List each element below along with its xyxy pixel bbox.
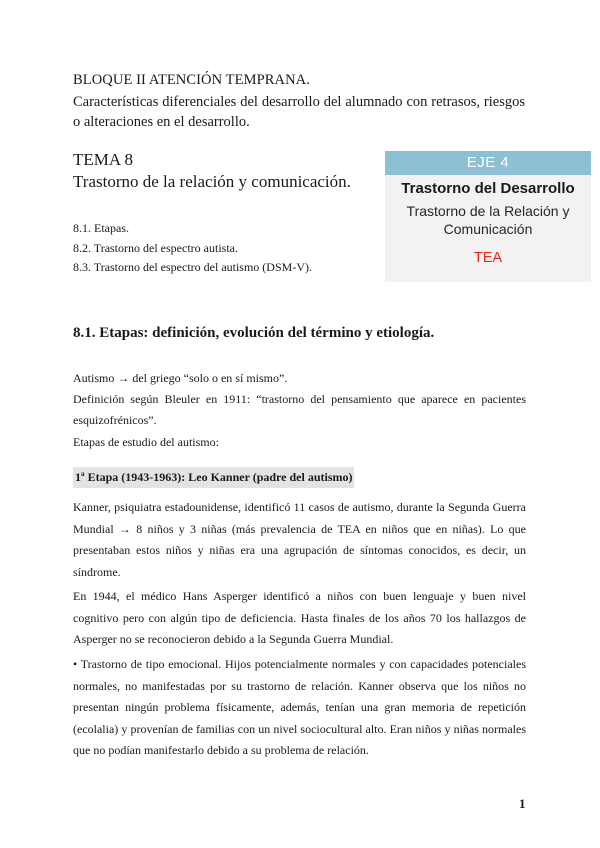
toc-item: 8.3. Trastorno del espectro del autismo (DSM-V). xyxy=(73,260,312,274)
tema-number: TEMA 8 xyxy=(73,150,133,169)
paragraph-etapas-intro: Etapas de estudio del autismo: xyxy=(73,435,219,449)
page-number: 1 xyxy=(519,796,526,811)
eje-tea-label: TEA xyxy=(473,250,503,266)
eje-category: Trastorno del Desarrollo xyxy=(401,180,575,197)
toc-item: 8.1. Etapas. xyxy=(73,221,129,235)
eje-header: EJE 4 xyxy=(385,151,591,175)
etapa-heading: 1ª Etapa (1943-1963): Leo Kanner (padre del autismo) xyxy=(73,467,354,488)
toc-item: 8.2. Trastorno del espectro autista. xyxy=(73,240,238,255)
bloque-description: Características diferenciales del desarrollo del alumnado con retrasos, riesgos o alteraciones en el desarrollo. xyxy=(73,94,525,130)
paragraph-bleuler: Definición según Bleuler en 1911: “trastorno del pensamiento que aparece en pacientes esquizofrénicos”. xyxy=(73,392,526,427)
paragraph-kanner: Kanner, psiquiatra estadounidense, identificó 11 casos de autismo, durante la Segunda Guerra Mundial → 8 niños y 3 niñas (más prevalencia de TEA en niños que en niñas). Lo que presentaban estos niños y niñas era una agrupación de síntomas conocidos, es decir, un síndrome. xyxy=(73,500,526,579)
section-heading: 8.1. Etapas: definición, evolución del término y etiología. xyxy=(73,325,435,341)
eje-subcategory: Trastorno de la Relación y Comunicación xyxy=(406,203,570,237)
table-of-contents xyxy=(73,219,312,278)
eje-box xyxy=(385,151,591,282)
tema-title: Trastorno de la relación y comunicación. xyxy=(73,172,351,191)
paragraph-autismo: Autismo → del griego “solo o en sí mismo”. xyxy=(73,371,288,385)
paragraph-trastorno-emocional: • Trastorno de tipo emocional. Hijos potencialmente normales y con capacidades potenciales normales, no manifestadas por su trastorno de relación. Kanner observa que los niños no presentan ningún problema físicamente, además, tenían una gran memoria de repetición (ecolalia) y provenían de familias con un nivel sociocultural alto. Eran niños y niñas normales que no podían manifestarlo debido a su problema de relación. xyxy=(73,657,526,757)
paragraph-asperger: En 1944, el médico Hans Asperger identificó a niños con buen lenguaje y buen nivel cognitivo pero con algún tipo de deficiencia. Hasta finales de los años 70 los hallazgos de Asperger no se reconocieron debido a la Segunda Guerra Mundial. xyxy=(73,589,526,646)
bloque-title: BLOQUE II ATENCIÓN TEMPRANA. xyxy=(73,72,310,88)
